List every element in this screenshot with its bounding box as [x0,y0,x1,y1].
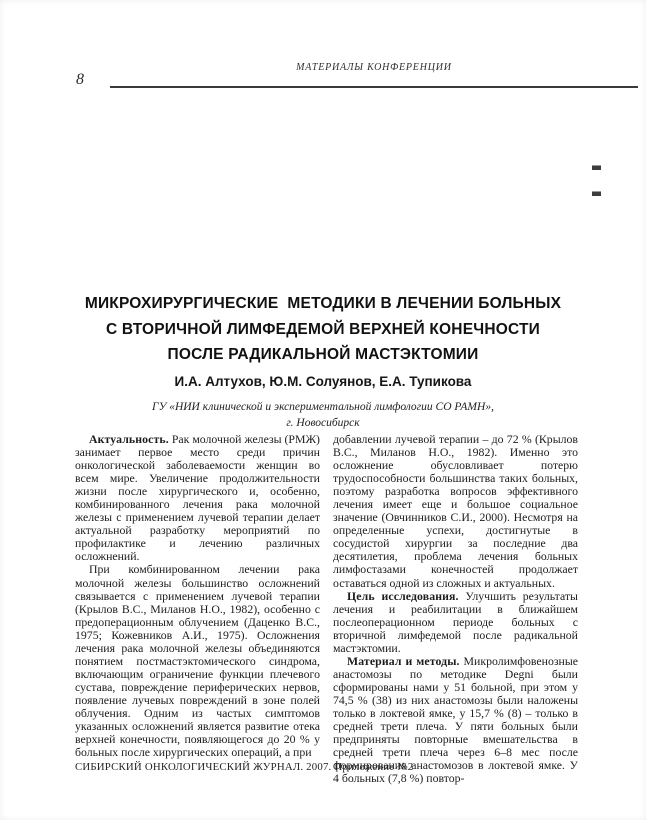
header-rule [110,86,638,88]
article-title [60,291,586,368]
article-title-line: С ВТОРИЧНОЙ ЛИМФЕДЕМОЙ ВЕРХНЕЙ КОНЕЧНОСТИ [105,320,540,338]
affiliation-line: г. Новосибирск [286,417,360,429]
article-title-line: ПОСЛЕ РАДИКАЛЬНОЙ МАСТЭКТОМИИ [167,346,479,363]
affiliation-line: ГУ «НИИ клинической и экспериментальной лимфологии СО РАМН», [152,401,494,413]
paragraph-text: При комбинированном лечении рака молочной железы большинство осложнений связывается с применением лучевой терапии (Крылов В.С., Миланов Н.О., 1982), особенно с предоперационным облучением (Даценко В.С., 1975; Кожевников А.И., 1975). Осложнения лечения рака молочной железы объединяются понятием постмастэктомического синдрома, включающим ограничение функции плечевого сустава, повреждение периферических нервов, появление лучевых повреждений в зоне полей облучения. Одним из частых симптомов указанных осложнений является развитие отека верхней конечности, появляющегося до 20 % у больных после хирургических операций, а при [75,562,320,760]
running-head: МАТЕРИАЛЫ КОНФЕРЕНЦИИ [296,62,452,73]
paragraph-continuation [333,433,578,590]
paragraph-lead: Цель исследования. [347,588,466,603]
paragraph [75,563,320,759]
paragraph-text: Улучшить результаты лечения и реабилитации в ближайшем послеоперационном периоде больных с вторичной лимфедемой после радикальной мастэктомии. [333,588,578,655]
article-title-line: МИКРОХИРУРГИЧЕСКИЕ МЕТОДИКИ В ЛЕЧЕНИИ БОЛЬНЫХ [84,295,562,312]
article-body [75,433,578,785]
paragraph-text: добавлении лучевой терапии – до 72 % (Крылов В.С., Миланов Н.О., 1982). Именно это осложнение обусловливает потерю трудоспособности большинства таких больных, поэтому разработка вопросов эффективного лечения имеет еще и большое социальное значение (Овчинников С.И., 2000). Несмотря на определенные успехи, достигнутые в сосудистой хирургии за последние два десятилетия, проблема лечения больных лимфостазами конечностей продолжает оставаться одной из сложных и актуальных. [333,432,578,590]
paragraph-tsel [333,590,578,655]
page-number: 8 [76,71,84,88]
article-affiliation [60,399,586,431]
right-column [333,433,578,785]
paragraph-aktualnost [75,433,320,563]
article-authors: И.А. Алтухов, Ю.М. Солуянов, Е.А. Тупикова [174,374,472,389]
paragraph-lead: Актуальность. [89,432,172,446]
scan-artifact-dash [592,191,601,196]
paragraph-text: Рак молочной железы (РМЖ) занимает первое место среди причин онкологической заболеваемости женщин во всем мире. Увеличение продолжительности жизни после хирургического и, особенно, комбинированного лечения рака молочной железы с применением лучевой терапии делает актуальной разработку мероприятий по профилактике и лечению различных осложнений. [75,432,320,564]
scan-artifact-dash [592,165,601,170]
paragraph-lead: Материал и методы. [347,653,464,668]
left-column [75,433,320,785]
journal-footer: СИБИРСКИЙ ОНКОЛОГИЧЕСКИЙ ЖУРНАЛ. 2007. Приложение №2 [75,761,414,773]
paragraph-text: Микролимфовенозные анастомозы по методике Degni были сформированы нами у 51 больной, при этом у 74,5 % (38) из них анастомозы были наложены только в локтевой ямке, у 15,7 % (8) – только в средней трети плеча. У пяти больных были предприняты повторные вмешательства в средней трети плеча через 6–8 мес после формирования анастомозов в локтевой ямке. У 4 больных (7,8 %) повтор- [333,653,578,786]
